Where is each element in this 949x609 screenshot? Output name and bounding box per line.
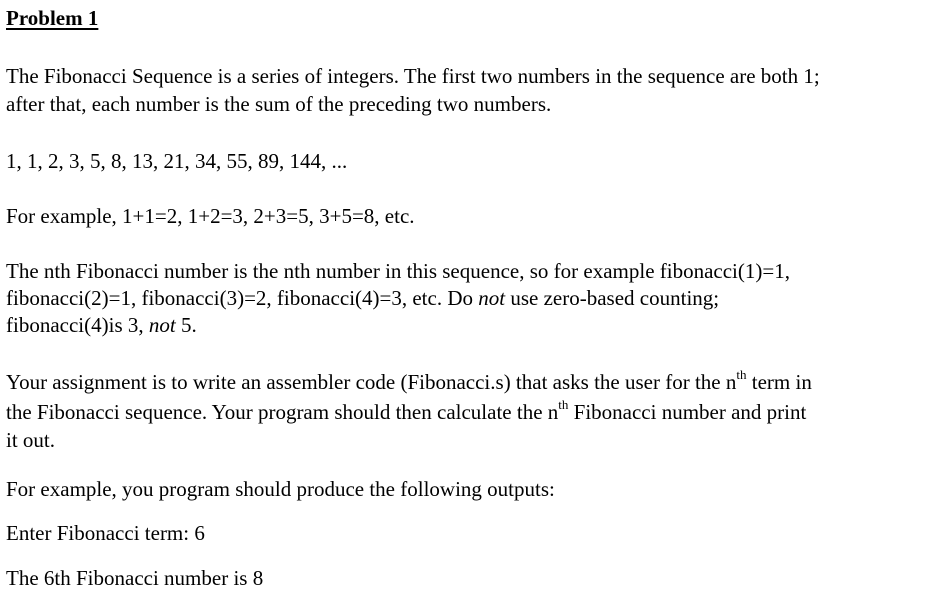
assignment-line-2-text-a: the Fibonacci sequence. Your program should then calculate the n (6, 400, 559, 424)
definition-line-3 (6, 313, 197, 337)
sample-output-prompt: Enter Fibonacci term: 6 (6, 521, 205, 545)
definition-line-2 (6, 286, 719, 310)
intro-line-1: The Fibonacci Sequence is a series of integers. The first two numbers in the sequence are both 1; (6, 64, 820, 88)
assignment-line-2-text-b: Fibonacci number and print (568, 400, 807, 424)
emphasis-not: not (148, 313, 176, 337)
assignment-line-2 (6, 397, 807, 424)
example-sums-line: For example, 1+1=2, 1+2=3, 2+3=5, 3+5=8, etc. (6, 204, 415, 228)
assignment-line-1-text-b: term in (746, 370, 812, 394)
sequence-line: 1, 1, 2, 3, 5, 8, 13, 21, 34, 55, 89, 144, ... (6, 149, 348, 173)
output-intro-line: For example, you program should produce the following outputs: (6, 477, 555, 501)
emphasis-not: not (478, 286, 506, 310)
definition-line-1: The nth Fibonacci number is the nth number in this sequence, so for example fibonacci(1)=1, (6, 259, 790, 283)
definition-line-3-text-b: 5. (175, 313, 197, 337)
assignment-line-3: it out. (6, 428, 56, 452)
superscript-th: th (558, 397, 569, 412)
assignment-line-1-text-a: Your assignment is to write an assembler code (Fibonacci.s) that asks the user for the n (6, 370, 737, 394)
superscript-th: th (736, 367, 747, 382)
intro-line-2: after that, each number is the sum of the preceding two numbers. (6, 92, 552, 116)
assignment-line-1 (6, 367, 812, 394)
definition-line-3-text-a: fibonacci(4)is 3, (6, 313, 149, 337)
definition-line-2-text-b: use zero-based counting; (505, 286, 720, 310)
page-title: Problem 1 (6, 6, 99, 30)
definition-line-2-text-a: fibonacci(2)=1, fibonacci(3)=2, fibonacci(4)=3, etc. Do (6, 286, 479, 310)
sample-output-result: The 6th Fibonacci number is 8 (6, 566, 264, 590)
